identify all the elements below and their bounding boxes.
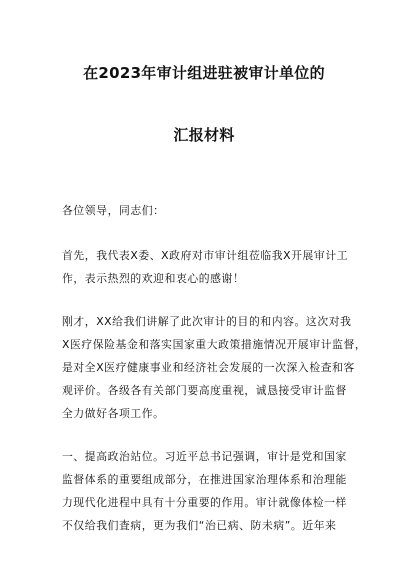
paragraph-line: 观评价。各级各有关部门要高度重视，诚恳接受审计监督	[62, 384, 347, 397]
paragraph-line: 不仅给我们査病，更为我们“治已病、防未病”。近年来	[62, 519, 337, 532]
paragraph-line: X医疗保险基金和落实国家重大政策措施情况开展审计监督，	[62, 338, 367, 351]
paragraph-line: 力现代化进程中具有十分重要的作用。审计就像体检一样	[62, 496, 347, 509]
paragraph-line: 首先，我代表X委、X政府对市审计组莅临我X开展审计工	[62, 249, 349, 262]
paragraph-line: 作，表示热烈的欢迎和衷心的感谢！	[62, 272, 245, 285]
paragraph-line: 监督体系的重要组成部分，在推进国家治理体系和治理能	[62, 473, 347, 486]
paragraph-line: 刚才，XX给我们讲解了此次审计的目的和内容。这次对我	[62, 315, 352, 328]
paragraph-political-position	[62, 445, 362, 537]
greeting-text: 各位领导，同志们：	[62, 204, 165, 217]
document-title-line-1: 在2023年审计组进驻被审计单位的	[83, 64, 325, 82]
paragraph-line: 一、提高政治站位。习近平总书记强调，审计是党和国家	[62, 450, 347, 463]
paragraph-line: 全力做好各项工作。	[62, 407, 165, 420]
paragraph-line: 是对全X医疗健康事业和经济社会发展的一次深入检查和客	[62, 361, 355, 374]
paragraph-audit-purpose	[62, 310, 367, 425]
document-title-line-2: 汇报材料	[173, 126, 235, 144]
greeting	[62, 199, 362, 222]
paragraph-opening	[62, 244, 362, 290]
